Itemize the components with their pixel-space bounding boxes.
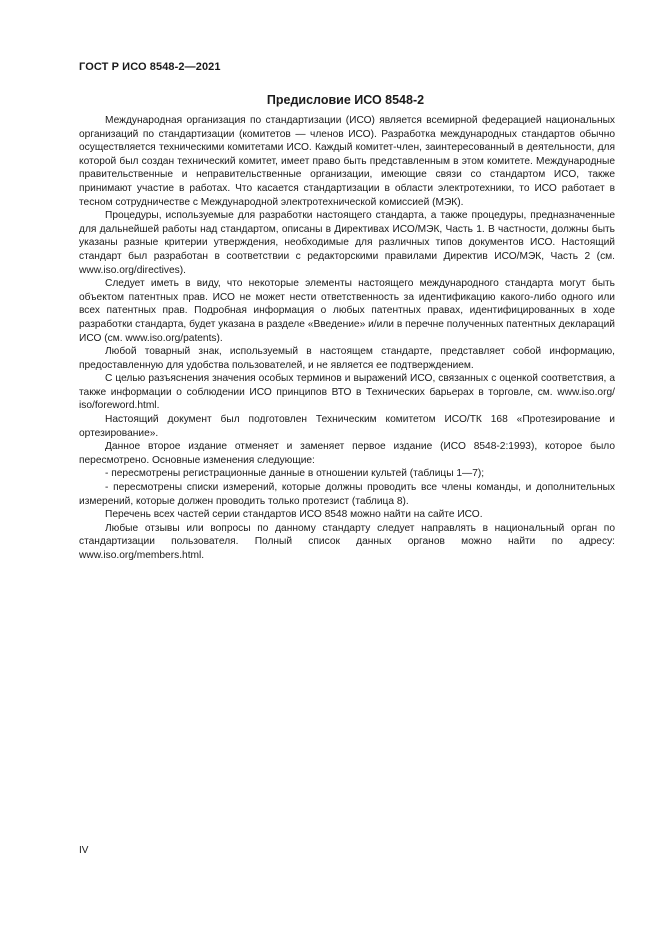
paragraph: Любые отзывы или вопросы по данному стандарту следует направлять в национальный орган по стандартизации пользователя. Полный список данных органов можно найти по адресу: www.iso.org/members.html. [79, 522, 615, 561]
paragraph: Следует иметь в виду, что некоторые элементы настоящего международного стандарта могут быть объектом патентных прав. ИСО не может нести ответственность за идентификацию какого-либо одного или всех патентных прав. Подробная информация о любых патентных правах, идентифицированных в ходе разработки стандарта, будет указана в разделе «Введение» и/или в перечне полученных патентных деклараций ИСО (см. www.iso.org/patents). [79, 278, 615, 344]
paragraph: Международная организация по стандартизации (ИСО) является всемирной федерацией национальных организаций по стандартизации (комитетов — членов ИСО). Разработка международных стандартов обычно осуществляется техническими комитетами ИСО. Каждый комитет-член, заинтересованный в деятельности, для которой был создан технический комитет, имеет право быть представленным в этом комитете. Международные правительственные и неправительственные организации, имеющие связи со стандартом ИСО, также принимают участие в работах. Что касается стандартизации в области электротехники, то ИСО работает в тесном сотрудничестве с Международной электротехнической комиссией (МЭК). [79, 115, 615, 208]
paragraph: Настоящий документ был подготовлен Техническим комитетом ИСО/ТК 168 «Протезирование и ортезирование». [79, 414, 615, 439]
paragraph: Процедуры, используемые для разработки настоящего стандарта, а также процедуры, предназначенные для дальнейшей работы над стандартом, описаны в Директивах ИСО/МЭК, Часть 1. В частности, должны быть указаны разные критерии утверждения, необходимые для различных типов документов ИСО. Настоящий стандарт был разработан в соответствии с редакторскими правилами Директив ИСО/МЭК, Часть 2 (см. www.iso.org/directives). [79, 210, 615, 276]
paragraph: С целью разъяснения значения особых терминов и выражений ИСО, связанных с оценкой соответствия, а также информации о соблюдении ИСО принципов ВТО в Технических барьерах в торговле, см. www.iso.org/ iso/foreword.html. [79, 373, 615, 412]
page-title: Предисловие ИСО 8548-2 [266, 93, 425, 107]
list-item: - пересмотрены списки измерений, которые должны проводить все члены команды, и дополнительных измерений, которые должен проводить только протезист (таблица 8). [79, 482, 615, 507]
document-body [79, 114, 615, 563]
document-id: ГОСТ Р ИСО 8548-2—2021 [79, 61, 221, 73]
page-number: IV [79, 845, 89, 856]
paragraph: Данное второе издание отменяет и заменяет первое издание (ИСО 8548-2:1993), которое было пересмотрено. Основные изменения следующие: [79, 441, 615, 466]
paragraph: Любой товарный знак, используемый в настоящем стандарте, представляет собой информацию, предоставленную для удобства пользователей, и не является ее подтверждением. [79, 346, 615, 371]
paragraph: Перечень всех частей серии стандартов ИСО 8548 можно найти на сайте ИСО. [105, 509, 483, 521]
list-item: - пересмотрены регистрационные данные в отношении культей (таблицы 1—7); [105, 468, 485, 480]
